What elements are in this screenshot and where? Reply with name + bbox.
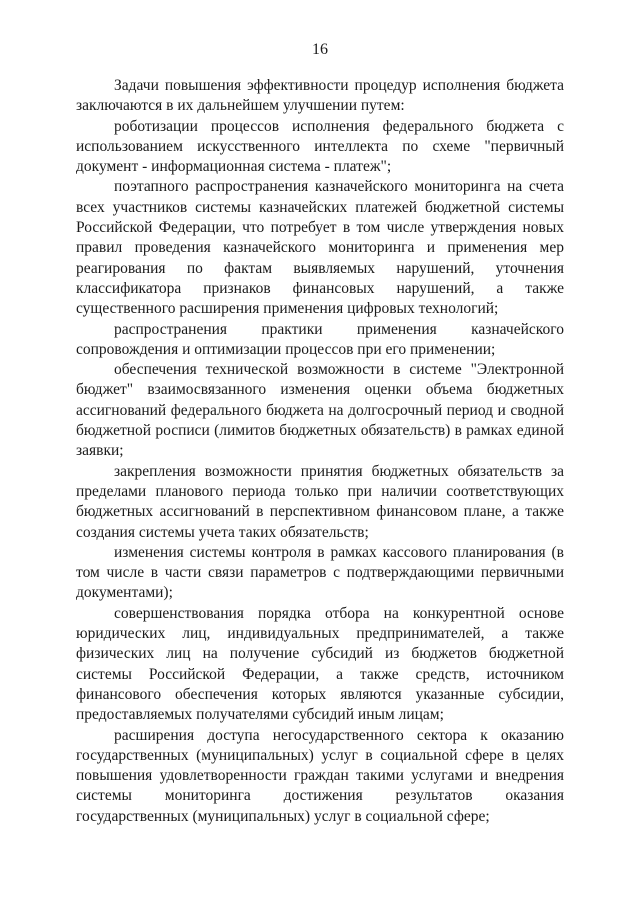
page-number: 16 [312, 41, 328, 58]
paragraph-intro: Задачи повышения эффективности процедур исполнения бюджета заключаются в их дальнейшем улучшении путем: [76, 77, 564, 115]
paragraph-treasury-support: распространения практики применения казначейского сопровождения и оптимизации процессов при его применении; [76, 320, 564, 358]
paragraph-budget-obligations: закрепления возможности принятия бюджетных обязательств за пределами планового периода только при наличии соответствующих бюджетных ассигнований в перспективном финансовом плане, а также создания системы учета таких обязательств; [76, 462, 564, 541]
document-body [76, 76, 564, 827]
paragraph-robotization: роботизации процессов исполнения федерального бюджета с использованием искусственного интеллекта по схеме "первичный документ - информационная система - платеж"; [76, 117, 564, 176]
paragraph-treasury-monitoring: поэтапного распространения казначейского мониторинга на счета всех участников системы казначейских платежей бюджетной системы Российской Федерации, что потребует в том числе утверждения новых правил проведения казначейского мониторинга и применения мер реагирования по фактам выявляемых нарушений, уточнения классификатора признаков финансовых нарушений, а также существенного расширения применения цифровых технологий; [76, 178, 564, 318]
paragraph-electronic-budget: обеспечения технической возможности в системе "Электронной бюджет" взаимосвязанного изменения оценки объема бюджетных ассигнований федерального бюджета на долгосрочный период и сводной бюджетной росписи (лимитов бюджетных обязательств) в рамках единой заявки; [76, 361, 564, 460]
paragraph-subsidy-selection: совершенствования порядка отбора на конкурентной основе юридических лиц, индивидуальных предпринимателей, а также физических лиц на получение субсидий из бюджетов бюджетной системы Российской Федерации, а также средств, источником финансового обеспечения которых являются указанные субсидии, предоставляемых получателями субсидий иным лицам; [76, 604, 564, 724]
paragraph-social-services: расширения доступа негосударственного сектора к оказанию государственных (муниципальных) услуг в социальной сфере в целях повышения удовлетворенности граждан такими услугами и внедрения системы мониторинга достижения результатов оказания государственных (муниципальных) услуг в социальной сфере; [76, 726, 564, 825]
paragraph-cash-planning: изменения системы контроля в рамках кассового планирования (в том числе в части связи параметров с подтверждающими первичными документами); [76, 543, 564, 602]
